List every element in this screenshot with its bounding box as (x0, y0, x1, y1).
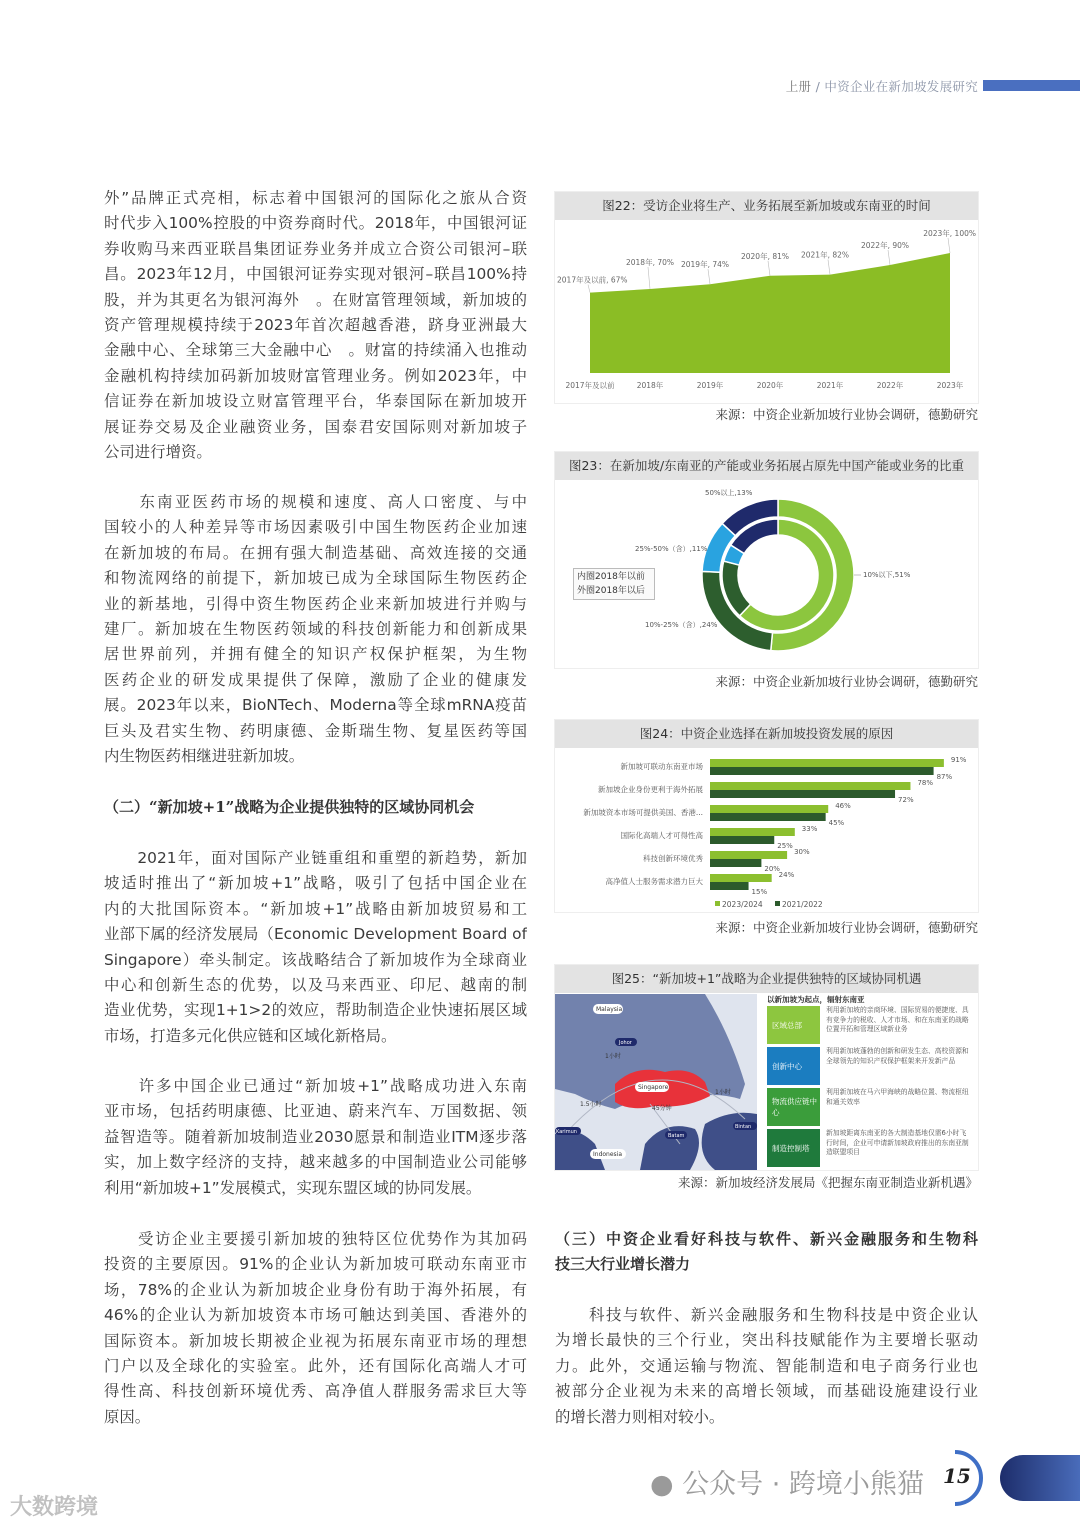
legend-inner: 内圈2018年以前 (577, 572, 645, 582)
singapore-region-map (555, 994, 757, 1170)
paragraph-location-advantage (104, 1227, 527, 1430)
text-line: 造业优势，实现1+1>2的效应，帮助制造企业快速拓展区域 (104, 1001, 527, 1020)
category-label: 新加坡资本市场可提供美国、香港... (583, 808, 703, 817)
text-line: 力。此外，交通运输与物流、智能制造和电子商务行业也 (555, 1356, 978, 1375)
x-tick-label: 2018年 (636, 381, 664, 390)
bar-chart (555, 748, 978, 912)
text-line: 中心和创新生态的优势，以及马来西亚、印尼、越南的制 (104, 975, 527, 994)
legend-outer: 外圈2018年以后 (577, 586, 645, 596)
text-line: Singapore）牵头制定。该战略结合了新加坡作为全球商业 (104, 950, 527, 969)
hub-role-row (767, 1006, 972, 1044)
text-line: 技三大行业增长潜力 (555, 1255, 691, 1274)
x-tick-label: 2019年 (696, 381, 724, 390)
bar-2021-2022 (710, 790, 895, 798)
x-tick-label: 2017年及以前 (565, 381, 615, 390)
bar-value-label: 33% (801, 825, 818, 833)
label-leader (588, 285, 590, 293)
bar-value-label: 20% (764, 865, 780, 873)
page-tab-decoration (1000, 1455, 1080, 1501)
text-line: 为增长最快的三个行业，突出科技赋能作为主要增长驱动 (555, 1331, 978, 1350)
bar-value-label: 25% (777, 842, 793, 850)
data-label: 2018年, 70% (625, 258, 675, 267)
category-label: 科技创新环境优秀 (643, 854, 703, 863)
text-line: 国较小的人种差异等市场因素吸引中国生物医药企业加速 (104, 518, 527, 537)
figure-source: 来源：中资企业新加坡行业协会调研，德勤研究 (715, 407, 978, 422)
donut-legend (573, 568, 655, 600)
text-line: 建厂。新加坡在生物医药领域的科技创新能力和创新成果 (104, 619, 527, 638)
bar-value-label: 45% (828, 819, 845, 827)
paragraph-singapore-plus-one (104, 846, 527, 1049)
bar-2021-2022 (710, 767, 934, 775)
bar-value-label: 24% (778, 871, 795, 879)
text-line: 受访企业主要援引新加坡的独特区位优势作为其加码 (104, 1230, 527, 1248)
hub-role-tag: 物流供应链中心 (767, 1088, 820, 1126)
x-tick-label: 2022年 (876, 381, 904, 390)
text-line: 业的新基地，引得中资生物医药企业来新加坡进行并购与 (104, 594, 527, 613)
bar-2023-2024 (710, 759, 944, 767)
text-line: 券收购马来西亚联昌集团证券业务并成立合资公司银河–联 (104, 239, 527, 258)
text-line: （二）“新加坡+1”战略为企业提供独特的区域协同机会 (104, 798, 475, 816)
text-line: 实，加上数字经济的支持，越来越多的中国制造业公司能够 (104, 1153, 527, 1172)
map-label-malaysia: Malaysia (596, 1006, 623, 1013)
text-line: 亚市场，包括药明康德、比亚迪、蔚来汽车、万国数据、领 (104, 1102, 527, 1121)
bar-value-label: 46% (835, 802, 851, 810)
text-line: 金融机构持续加码新加坡财富管理业务。例如2023年，中 (104, 366, 527, 385)
text-line: 内生物医药相继进驻新加坡。 (104, 746, 305, 765)
map-side-heading: 以新加坡为起点，辐射东南亚 (767, 995, 865, 1004)
data-label: 2020年, 81% (740, 251, 790, 261)
area-series (590, 253, 950, 373)
figure-24 (555, 720, 978, 912)
text-line: 被部分企业视为未来的高增长领域，而基础设施建设行业 (555, 1382, 978, 1401)
map-label-batam: Batam (668, 1133, 685, 1139)
text-line: 原因。 (104, 1407, 151, 1426)
text-line: 和物流网络的前提下，新加坡已成为全球国际生物医药企 (104, 569, 527, 588)
category-label: 新加坡可联动东南亚市场 (620, 762, 703, 771)
paragraph-biomedicine (104, 490, 527, 769)
figure-title: 图25：“新加坡+1”战略为企业提供独特的区域协同机遇 (555, 965, 978, 993)
data-label: 2017年及以前, 67% (557, 275, 628, 285)
text-line: 利用“新加坡+1”发展模式，实现东盟区域的协同发展。 (104, 1178, 482, 1197)
text-line: 市场，打造多元化供应链和区域化新格局。 (104, 1026, 397, 1045)
figure-22 (555, 192, 978, 403)
label-leader (948, 238, 950, 253)
map-label-singapore: Singapore (638, 1084, 669, 1091)
paragraph-growth-industries (555, 1303, 978, 1430)
travel-time-karimun: 1.5小时 (580, 1101, 602, 1108)
text-line: 投资的主要原因。91%的企业认为新加坡可联动东南亚市 (104, 1255, 527, 1274)
travel-time-bintan: 1小时 (715, 1089, 731, 1096)
map-label-karimun: Karimun (556, 1129, 577, 1135)
legend-label: 2023/2024 (722, 900, 763, 909)
text-line: 在新加坡的布局。在拥有强大制造基础、高效连接的交通 (104, 543, 527, 562)
running-header (786, 77, 978, 95)
text-line: 的增长潜力则相对较小。 (555, 1407, 725, 1426)
bar-2021-2022 (710, 813, 826, 821)
x-tick-label: 2023年 (936, 381, 964, 390)
text-line: 内的大批国际资本。“新加坡+1”战略由新加坡贸易和工 (104, 899, 527, 918)
figure-title: 图23：在新加坡/东南亚的产能或业务拓展占原先中国产能或业务的比重 (555, 452, 978, 480)
header-title: 中资企业在新加坡发展研究 (824, 79, 978, 94)
hub-role-tag: 区域总部 (767, 1006, 820, 1044)
text-line: 坡适时推出了“新加坡+1”战略，吸引了包括中国企业在 (104, 874, 527, 893)
header-volume: 上册 (785, 79, 812, 94)
figure-source: 来源：中资企业新加坡行业协会调研，德勤研究 (715, 920, 978, 935)
text-line: 外”品牌正式亮相，标志着中国银河的国际化之旅从合资 (104, 189, 527, 207)
hub-role-tag: 创新中心 (767, 1047, 820, 1085)
label-leader (828, 260, 830, 275)
text-line: 资产管理规模持续于2023年首次超越香港，跻身亚洲最大 (104, 315, 527, 334)
hub-role-description: 新加坡距离东南亚的各大制造基地仅需6小时飞行时间，企业可申请新加坡政府推出的东南亚制造联盟项目 (826, 1129, 969, 1156)
hub-role-description: 利用新加坡蓬勃的创新和研发生态、高校资源和全球领先的知识产权保护框架来开发新产品 (826, 1047, 969, 1065)
data-label: 2022年, 90% (860, 241, 910, 250)
figure-23 (555, 452, 978, 668)
travel-time-batam: 45分钟 (652, 1105, 672, 1112)
data-label: 2021年, 82% (800, 250, 850, 260)
text-line: 科技与软件、新兴金融服务和生物科技是中资企业认 (555, 1306, 978, 1324)
bar-value-label: 87% (936, 773, 953, 781)
bar-value-label: 15% (751, 888, 768, 896)
bar-2023-2024 (710, 874, 772, 882)
watermark-text: 公众号 · 跨境小熊猫 (682, 1469, 924, 1500)
text-line: 时代步入100%控股的中资券商时代。2018年，中国银河证 (104, 214, 527, 233)
x-tick-label: 2021年 (816, 381, 844, 390)
page-number: 15 (943, 1464, 971, 1488)
map-label-bintan: Bintan (735, 1124, 752, 1130)
text-line: 益智造等。随着新加坡制造业2030愿景和制造业ITM逐步落 (104, 1127, 527, 1146)
section-heading-3 (555, 1227, 978, 1278)
category-label: 新加坡企业身份更利于海外拓展 (598, 785, 703, 794)
text-line: 场，78%的企业认为新加坡企业身份有助于海外拓展，有 (104, 1280, 527, 1299)
figure-title: 图22：受访企业将生产、业务拓展至新加坡或东南亚的时间 (555, 192, 978, 220)
figure-title: 图24：中资企业选择在新加坡投资发展的原因 (555, 720, 978, 748)
hub-role-tag: 制造控制塔 (767, 1129, 820, 1167)
bar-value-label: 91% (950, 756, 967, 764)
figure-source: 来源：新加坡经济发展局《把握东南亚制造业新机遇》 (677, 1175, 978, 1190)
slice-label: 25%-50%（含）,11% (635, 545, 708, 553)
wechat-watermark (650, 1462, 924, 1501)
label-leader (768, 261, 770, 276)
text-line: 昌。2023年12月，中国银河证券实现对银河–联昌100%持 (104, 265, 527, 284)
text-line: 展证券交易及企业融资业务，国泰君安国际则对新加坡子 (104, 417, 527, 436)
hub-role-row (767, 1047, 972, 1085)
text-line: 业部下属的经济发展局（Economic Development Board of (104, 925, 527, 944)
paragraph-galaxy-securities (104, 186, 527, 465)
text-line: 许多中国企业已通过“新加坡+1”战略成功进入东南 (104, 1077, 527, 1095)
data-label: 2023年, 100% (923, 229, 976, 238)
bar-2023-2024 (710, 828, 795, 836)
category-label: 高净值人士服务需求潜力巨大 (605, 877, 703, 886)
bar-value-label: 72% (898, 796, 914, 804)
map-label-johor: Johor (619, 1040, 632, 1046)
text-line: 信证券在新加坡设立财富管理平台，华泰国际在新加坡开 (104, 392, 527, 411)
bar-2023-2024 (710, 805, 828, 813)
header-separator: / (811, 79, 825, 94)
text-line: 医药企业的研发成果提供了保障，激励了企业的健康发 (104, 670, 527, 689)
text-line: 得性高、科技创新环境优秀、高净值人群服务需求巨大等 (104, 1382, 527, 1401)
category-label: 国际化高端人才可得性高 (620, 831, 703, 840)
area-chart (555, 220, 978, 403)
bar-value-label: 30% (794, 848, 810, 856)
figure-source: 来源：中资企业新加坡行业协会调研，德勤研究 (715, 674, 978, 689)
bar-2021-2022 (710, 836, 774, 844)
section-heading-2 (104, 795, 527, 820)
text-line: 股，并为其更名为银河海外 。在财富管理领域，新加坡的 (104, 290, 527, 309)
text-line: 公司进行增资。 (104, 442, 212, 461)
bar-value-label: 78% (917, 779, 934, 787)
hub-role-row (767, 1129, 972, 1167)
text-line: 国际资本。新加坡长期被企业视为拓展东南亚市场的理想 (104, 1331, 527, 1350)
legend-label: 2021/2022 (782, 900, 823, 909)
hub-role-row (767, 1088, 972, 1126)
bar-2023-2024 (710, 782, 910, 790)
text-line: 门户以及全球化的实验室。此外，还有国际化高端人才可 (104, 1356, 527, 1375)
label-leader (708, 269, 710, 284)
paragraph-chinese-companies (104, 1074, 527, 1201)
text-line: （三）中资企业看好科技与软件、新兴金融服务和生物科 (555, 1230, 978, 1248)
text-line: 46%的企业认为新加坡资本市场可触达到美国、香港外的 (104, 1306, 527, 1325)
text-line: 巨头及君实生物、药明康德、金斯瑞生物、复星医药等国 (104, 721, 527, 740)
wechat-icon: ● (650, 1469, 674, 1500)
data-label: 2019年, 74% (680, 260, 730, 270)
map-label-indonesia: Indonesia (593, 1151, 623, 1158)
logo-watermark: 大数跨境 (10, 1495, 99, 1520)
hub-role-description: 利用新加坡的亲商环境、国际贸易的便捷度、具有竞争力的税收、人才市场、和在东南亚的战略位置开拓和管理区域新业务 (826, 1006, 969, 1033)
legend-swatch (775, 901, 780, 906)
header-accent-bar (983, 80, 1080, 91)
hub-role-description: 利用新加坡在马六甲海峡的战略位置、物流枢纽和通关效率 (826, 1088, 969, 1106)
label-leader (648, 267, 650, 289)
bar-2021-2022 (710, 859, 761, 867)
label-leader (888, 250, 890, 265)
x-tick-label: 2020年 (756, 381, 784, 390)
travel-time-johor: 1小时 (605, 1053, 621, 1060)
text-line: 展。2023年以来，BioNTech、Moderna等全球mRNA疫苗 (104, 696, 527, 715)
bar-2023-2024 (710, 851, 787, 859)
legend-swatch (715, 901, 720, 906)
slice-label: 50%以上,13% (705, 489, 753, 497)
text-line: 东南亚医药市场的规模和速度、高人口密度、与中 (104, 493, 527, 511)
bar-2021-2022 (710, 882, 749, 890)
text-line: 2021年，面对国际产业链重组和重塑的新趋势，新加 (104, 849, 527, 867)
slice-label: 10%以下,51% (863, 571, 911, 579)
text-line: 金融中心、全球第三大金融中心 。财富的持续涌入也推动 (104, 341, 527, 360)
text-line: 居世界前列，并拥有健全的知识产权保护框架，为生物 (104, 645, 527, 664)
slice-label: 10%-25%（含）,24% (645, 621, 718, 629)
